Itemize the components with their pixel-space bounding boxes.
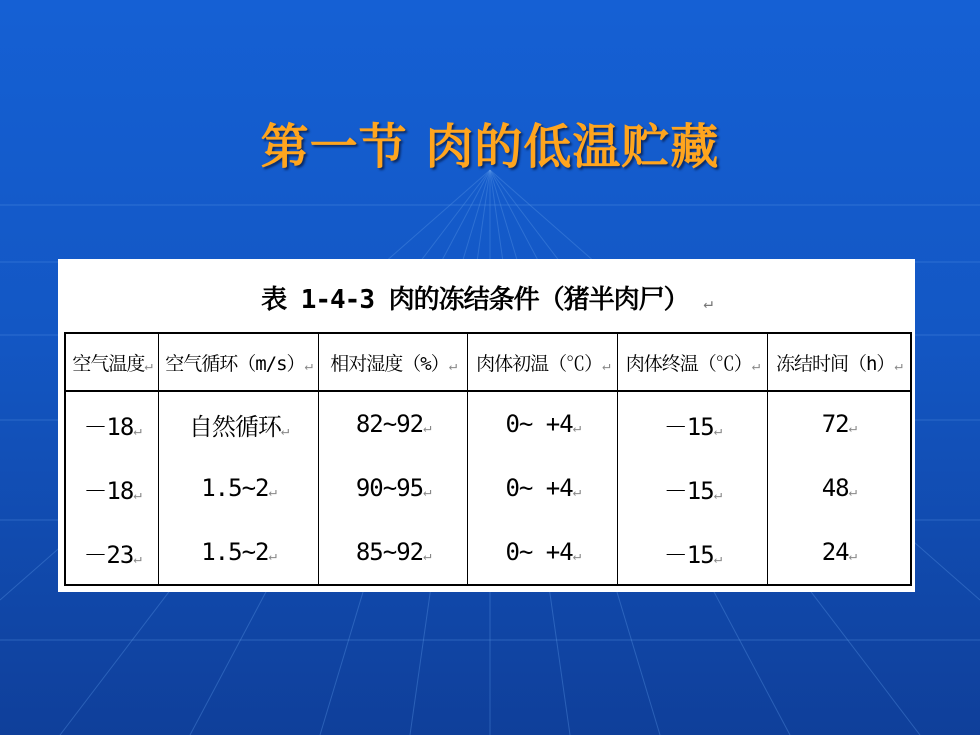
header-air-circulation: 空气循环（m/s）↵ <box>159 333 319 391</box>
table-cell: 90~95↵ <box>318 456 468 520</box>
paragraph-mark-icon: ↵ <box>304 357 312 374</box>
paragraph-mark-icon: ↵ <box>848 484 857 500</box>
paragraph-mark-icon: ↵ <box>894 357 902 374</box>
table-cell: 82~92↵ <box>318 391 468 456</box>
table-caption-text: 表 1-4-3 肉的冻结条件（猪半肉尸） <box>261 285 689 315</box>
table-caption <box>58 279 915 316</box>
paragraph-mark-icon: ↵ <box>713 550 722 567</box>
table-cell: 0~ +4↵ <box>468 391 618 456</box>
table-cell: 48↵ <box>767 456 911 520</box>
table-cell: 85~92↵ <box>318 520 468 585</box>
table-cell: 自然循环↵ <box>159 391 319 456</box>
freezing-conditions-table-figure <box>58 259 915 592</box>
paragraph-mark-icon: ↵ <box>848 548 857 564</box>
paragraph-mark-icon: ↵ <box>133 486 141 503</box>
header-initial-meat-temperature: 肉体初温（℃）↵ <box>468 333 618 391</box>
table-row <box>65 520 911 585</box>
paragraph-mark-icon: ↵ <box>423 484 431 500</box>
table-cell: －15↵ <box>618 391 768 456</box>
freezing-conditions-table <box>64 332 912 586</box>
table-row <box>65 456 911 520</box>
paragraph-mark-icon: ↵ <box>572 420 581 436</box>
slide-title: 第一节 肉的低温贮藏 <box>260 119 720 175</box>
paragraph-mark-icon: ↵ <box>268 484 276 500</box>
table-cell: 24↵ <box>767 520 911 585</box>
table-cell: 72↵ <box>767 391 911 456</box>
paragraph-mark-icon: ↵ <box>423 548 431 564</box>
paragraph-mark-icon: ↵ <box>703 293 712 312</box>
paragraph-mark-icon: ↵ <box>268 548 276 564</box>
table-cell: 0~ +4↵ <box>468 456 618 520</box>
table-cell: 0~ +4↵ <box>468 520 618 585</box>
paragraph-mark-icon: ↵ <box>144 357 152 374</box>
table-cell: －15↵ <box>618 456 768 520</box>
table-cell: 1.5~2↵ <box>159 456 319 520</box>
table-row <box>65 391 911 456</box>
paragraph-mark-icon: ↵ <box>713 486 722 503</box>
paragraph-mark-icon: ↵ <box>848 420 857 436</box>
table-cell: －23↵ <box>65 520 159 585</box>
header-air-temperature: 空气温度↵ <box>65 333 159 391</box>
paragraph-mark-icon: ↵ <box>572 484 581 500</box>
paragraph-mark-icon: ↵ <box>133 550 141 567</box>
table-header-row <box>65 333 911 391</box>
header-final-meat-temperature: 肉体终温（℃）↵ <box>618 333 768 391</box>
paragraph-mark-icon: ↵ <box>713 422 722 439</box>
table-cell: 1.5~2↵ <box>159 520 319 585</box>
paragraph-mark-icon: ↵ <box>751 357 760 374</box>
paragraph-mark-icon: ↵ <box>280 422 289 439</box>
header-freezing-time: 冻结时间（h）↵ <box>767 333 911 391</box>
paragraph-mark-icon: ↵ <box>572 548 581 564</box>
paragraph-mark-icon: ↵ <box>423 420 431 436</box>
paragraph-mark-icon: ↵ <box>133 422 141 439</box>
paragraph-mark-icon: ↵ <box>602 357 610 374</box>
table-cell: －18↵ <box>65 391 159 456</box>
header-relative-humidity: 相对湿度（%）↵ <box>318 333 468 391</box>
table-cell: －15↵ <box>618 520 768 585</box>
table-cell: －18↵ <box>65 456 159 520</box>
paragraph-mark-icon: ↵ <box>448 357 457 374</box>
